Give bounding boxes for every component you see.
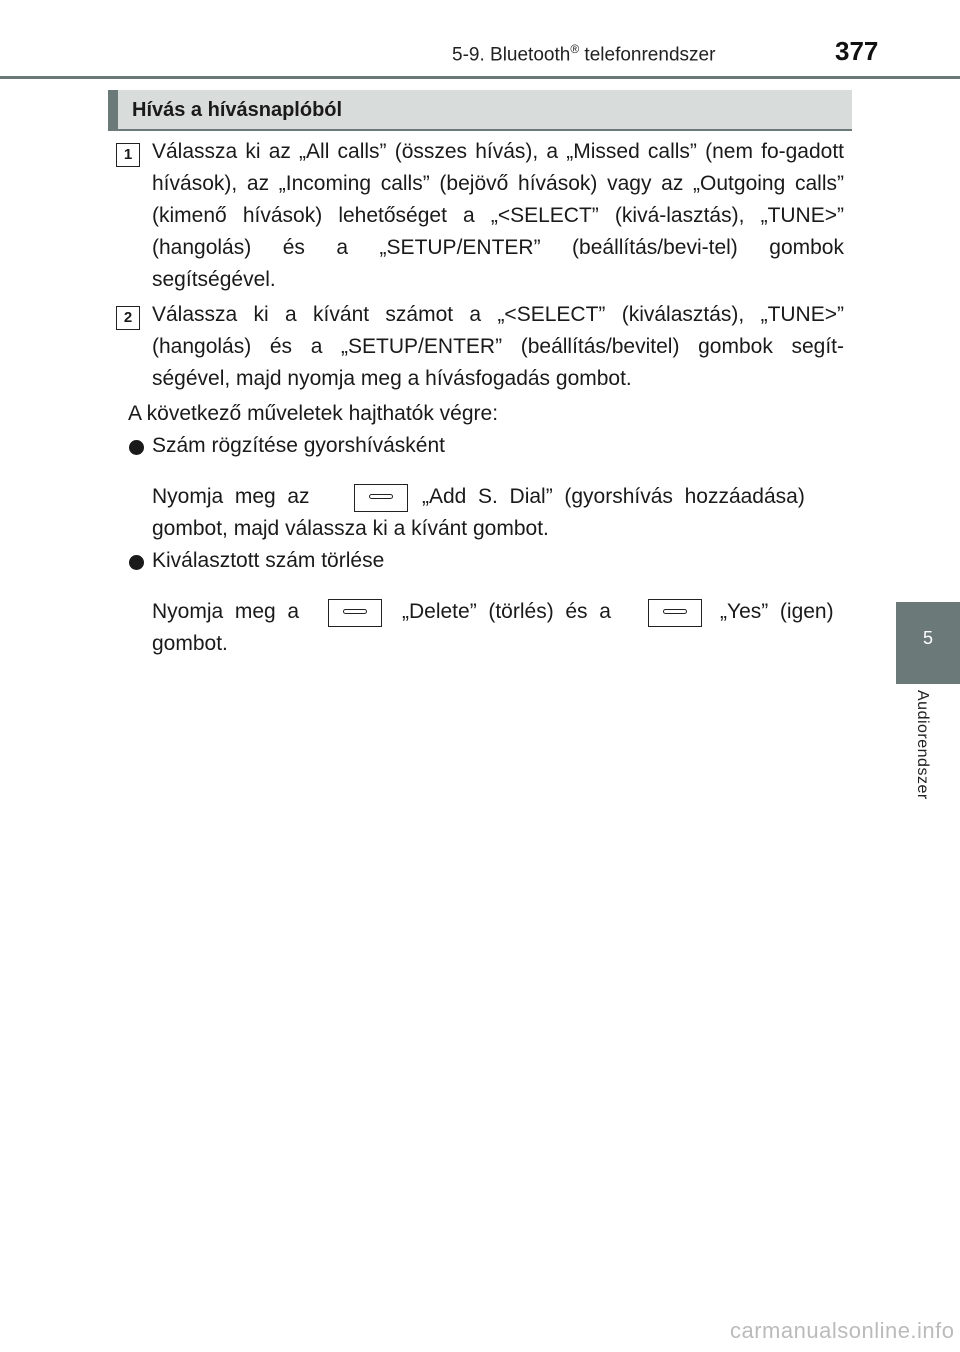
button-icon (354, 484, 408, 512)
bullet-1-line1-end: „Add S. Dial” (gyorshívás hozzáadása) (422, 485, 805, 508)
step-number-box: 2 (116, 306, 140, 330)
button-bar-icon (663, 609, 687, 614)
button-bar-icon (369, 494, 393, 499)
bullet-1-line1-start: Nyomja meg az (152, 485, 310, 508)
bullet-icon (129, 440, 144, 455)
bullet-2-line1-middle: „Delete” (törlés) és a (402, 600, 611, 623)
section-header (108, 90, 852, 130)
bullet-2-line2: gombot. (152, 632, 228, 655)
section-title: Hívás a hívásnaplóból (132, 99, 343, 121)
chapter-label: Audiorendszer (914, 690, 931, 800)
button-icon (648, 599, 702, 627)
header-title: 5-9. Bluetooth® telefonrendszer (452, 42, 716, 66)
button-icon (328, 599, 382, 627)
bullet-2-line1-end: „Yes” (igen) (720, 600, 834, 623)
bullet-icon (129, 555, 144, 570)
chapter-tab (896, 602, 960, 684)
watermark: carmanualsonline.info (730, 1318, 955, 1343)
bullet-title: Kiválasztott szám törlése (152, 549, 385, 572)
step-1-text: Válassza ki az „All calls” (összes hívás), a „Missed calls” (nem fo-gadott hívások), az „Incoming calls” (bejövő hívások) vagy az „Outgoing calls” (kimenő hívások) lehetőséget a „<SELECT” (kivá-lasztás), „TUNE>” (hangolás) és a „SETUP/ENTER” (beállítás/bevi-tel) gombok segítségével. (152, 140, 844, 291)
step-number-box: 1 (116, 143, 140, 167)
step-2-text: Válassza ki a kívánt számot a „<SELECT” (kiválasztás), „TUNE>” (hangolás) és a „SETUP/ENTER” (beállítás/bevitel) gombok segít-ségével, majd nyomja meg a hívásfogadás gombot. (152, 303, 844, 390)
bullet-title: Szám rögzítése gyorshívásként (152, 434, 445, 457)
intro-text: A következő műveletek hajthatók végre: (128, 402, 499, 425)
button-bar-icon (343, 609, 367, 614)
page-number: 377 (835, 36, 879, 66)
bullet-2-line1-start: Nyomja meg a (152, 600, 300, 623)
header-rule (0, 76, 960, 79)
chapter-number: 5 (922, 628, 933, 648)
section-underline (108, 129, 852, 131)
bullet-1-line2: gombot, majd válassza ki a kívánt gombot. (152, 517, 549, 540)
